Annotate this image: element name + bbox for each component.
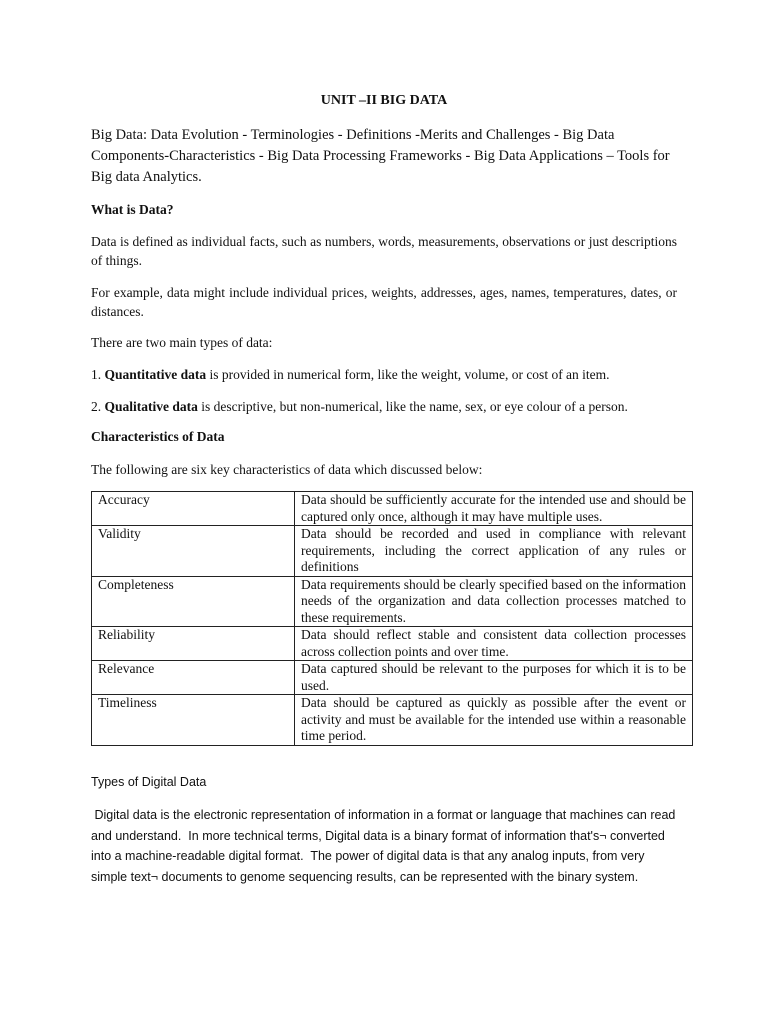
characteristic-name: Validity: [92, 526, 295, 577]
characteristics-heading: Characteristics of Data: [91, 429, 225, 444]
characteristic-description: Data should be sufficiently accurate for the intended use and should be captured only once, although it may have multiple uses.: [295, 492, 693, 526]
table-row: [92, 661, 693, 695]
characteristic-name: Reliability: [92, 627, 295, 661]
digital-data-body: Digital data is the electronic representation of information in a format or language that machines can read and understand. In more technical terms, Digital data is a binary format of information that's¬ converted into a machine-readable digital format. The power of digital data is that any analog inputs, from very simple text¬ documents to genome sequencing results, can be represented with the binary system.: [91, 808, 679, 884]
data-types-intro: There are two main types of data:: [91, 335, 273, 350]
qualitative-term: Qualitative data: [104, 399, 198, 414]
digital-data-heading: Types of Digital Data: [91, 775, 207, 789]
table-row: [92, 695, 693, 746]
quantitative-item: [91, 365, 677, 384]
characteristic-name: Timeliness: [92, 695, 295, 746]
characteristic-description: Data requirements should be clearly specified based on the information needs of the organization and data collection processes matched to these requirements.: [295, 576, 693, 627]
data-definition: Data is defined as individual facts, such as numbers, words, measurements, observations or just descriptions of things.: [91, 234, 677, 268]
table-row: [92, 492, 693, 526]
characteristic-name: Completeness: [92, 576, 295, 627]
item-number: 2.: [91, 399, 105, 414]
quantitative-term: Quantitative data: [104, 367, 207, 382]
table-row: [92, 576, 693, 627]
characteristic-description: Data captured should be relevant to the purposes for which it is to be used.: [295, 661, 693, 695]
qualitative-item: [91, 397, 677, 416]
unit-intro: Big Data: Data Evolution - Terminologies - Definitions -Merits and Challenges - Big Data Components-Characteristics - Big Data Processing Frameworks - Big Data Applications – Tools for Big data Analytics.: [91, 127, 670, 185]
table-row: [92, 627, 693, 661]
characteristic-name: Accuracy: [92, 492, 295, 526]
characteristic-description: Data should be recorded and used in compliance with relevant requirements, including the correct application of any rules or definitions: [295, 526, 693, 577]
characteristics-table: [91, 491, 693, 746]
unit-title: UNIT –II BIG DATA: [320, 93, 448, 108]
data-example: For example, data might include individual prices, weights, addresses, ages, names, temperatures, dates, or distances.: [91, 285, 677, 319]
characteristic-name: Relevance: [92, 661, 295, 695]
characteristics-intro: The following are six key characteristics of data which discussed below:: [91, 462, 483, 477]
characteristic-description: Data should be captured as quickly as possible after the event or activity and must be available for the intended use within a reasonable time period.: [295, 695, 693, 746]
characteristic-description: Data should reflect stable and consistent data collection processes across collection points and over time.: [295, 627, 693, 661]
what-is-data-heading: What is Data?: [91, 202, 174, 217]
table-row: [92, 526, 693, 577]
qualitative-desc: is descriptive, but non-numerical, like the name, sex, or eye colour of a person.: [197, 399, 628, 414]
item-number: 1.: [91, 367, 105, 382]
quantitative-desc: is provided in numerical form, like the weight, volume, or cost of an item.: [206, 367, 610, 382]
